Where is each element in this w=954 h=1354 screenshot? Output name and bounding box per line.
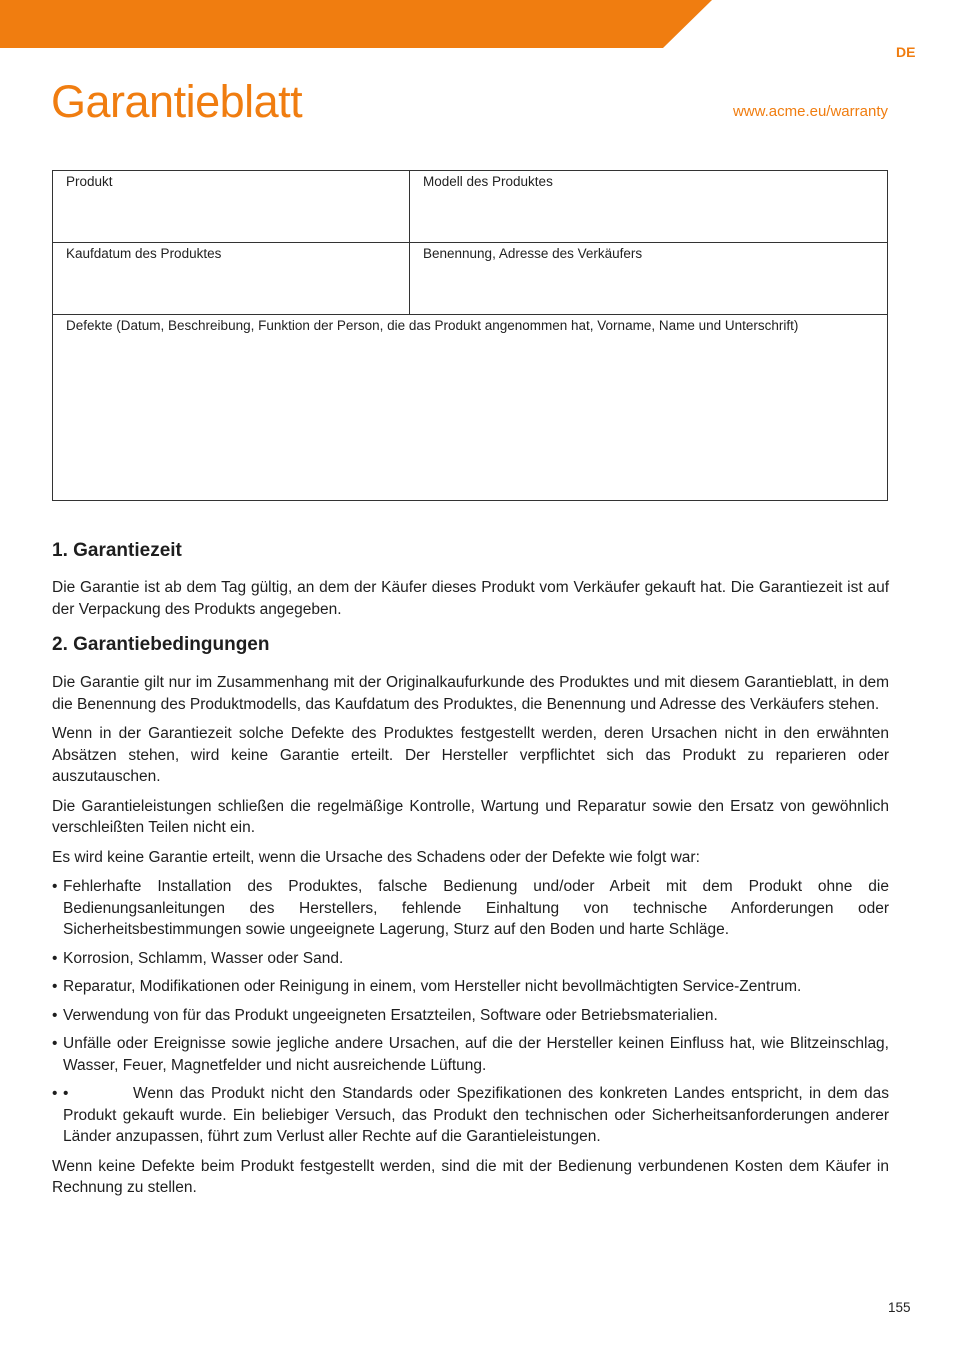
defects-field-label: Defekte (Datum, Beschreibung, Funktion der Person, die das Produkt angenommen hat, Vorname, Name und Unterschrift)	[66, 318, 799, 333]
bullet-icon: •	[63, 1085, 69, 1102]
seller-field-label: Benennung, Adresse des Verkäufers	[423, 246, 643, 261]
purchase-date-field-label: Kaufdatum des Produktes	[66, 246, 222, 261]
product-field[interactable]	[53, 171, 410, 243]
language-code: DE	[896, 44, 916, 60]
list-item	[52, 1083, 889, 1148]
list-item-text: Fehlerhafte Installation des Produktes, falsche Bedienung und/oder Arbeit mit dem Produkt ohne die Bedienungsanleitungen des Herstellers, fehlende Einhaltung von technische Anforderungen oder Sicherheitsbestimmungen sowie ungeeignete Lagerung, Sturz auf den Boden und harte Schläge.	[63, 878, 889, 938]
bullet-icon: •	[52, 1035, 58, 1052]
conditions-paragraph: Wenn in der Garantiezeit solche Defekte des Produktes festgestellt werden, deren Ursachen nicht in den erwähnten Absätzen stehen, wird keine Garantie erteilt. Der Hersteller verpflichtet sich das Produkt zu reparieren oder auszutauschen.	[52, 725, 889, 785]
bullet-icon: •	[52, 949, 58, 967]
warranty-text	[52, 540, 889, 1207]
list-item-text: Verwendung von für das Produkt ungeeigneten Ersatzteilen, Software oder Betriebsmaterialien.	[63, 1006, 718, 1024]
conditions-paragraph: Es wird keine Garantie erteilt, wenn die Ursache des Schadens oder der Defekte wie folgt war:	[52, 848, 700, 866]
period-paragraph: Die Garantie ist ab dem Tag gültig, an dem der Käufer dieses Produkt vom Verkäufer gekauft hat. Die Garantiezeit ist auf der Verpackung des Produkts angegeben.	[52, 579, 889, 618]
list-item	[52, 976, 889, 998]
section-heading-conditions: 2. Garantiebedingungen	[52, 634, 270, 655]
bullet-icon: •	[52, 878, 58, 895]
list-item	[52, 1005, 889, 1027]
warranty-url-link[interactable]: www.acme.eu/warranty	[732, 103, 888, 120]
list-item-text: Korrosion, Schlamm, Wasser oder Sand.	[63, 949, 344, 967]
model-field[interactable]	[410, 171, 888, 243]
list-item-text: Reparatur, Modifikationen oder Reinigung in einem, vom Hersteller nicht bevollmächtigten Service-Zentrum.	[63, 978, 802, 995]
model-field-label: Modell des Produktes	[423, 174, 553, 189]
header-banner	[0, 0, 954, 50]
closing-paragraph: Wenn keine Defekte beim Produkt festgestellt werden, sind die mit der Bedienung verbundenen Kosten dem Käufer in Rechnung zu stellen.	[52, 1157, 889, 1196]
section-heading-period: 1. Garantiezeit	[52, 540, 182, 561]
page-title: Garantieblatt	[51, 76, 303, 127]
defects-field[interactable]	[53, 315, 888, 501]
bullet-icon: •	[52, 1085, 58, 1102]
seller-field[interactable]	[410, 243, 888, 315]
product-field-label: Produkt	[66, 174, 113, 189]
exclusion-list	[52, 876, 889, 1148]
list-item	[52, 1033, 889, 1076]
list-item	[52, 948, 889, 970]
conditions-paragraph: Die Garantieleistungen schließen die regelmäßige Kontrolle, Wartung und Reparatur sowie den Ersatz von gewöhnlich verschleißten Teilen nicht ein.	[52, 797, 889, 836]
conditions-paragraph: Die Garantie gilt nur im Zusammenhang mit der Originalkaufurkunde des Produktes und mit diesem Garantieblatt, in dem die Benennung des Produktmodells, das Kaufdatum des Produktes, die Benennung und Adresse des Verkäufers stehen.	[52, 674, 889, 713]
page-number: 155	[888, 1300, 911, 1315]
warranty-form-table	[52, 170, 888, 501]
bullet-icon: •	[52, 1006, 58, 1024]
bullet-icon: •	[52, 978, 58, 995]
list-item	[52, 876, 889, 941]
list-item-text: Unfälle oder Ereignisse sowie jegliche andere Ursachen, auf die der Hersteller keinen Einfluss hat, wie Blitzeinschlag, Wasser, Feuer, Magnetfelder und nicht ausreichende Lüftung.	[63, 1035, 889, 1074]
purchase-date-field[interactable]	[53, 243, 410, 315]
list-item-text: Wenn das Produkt nicht den Standards oder Spezifikationen des konkreten Landes entspricht, in dem das Produkt gekauft wurde. Ein beliebiger Versuch, das Produkt den technischen oder Sicherheitsanforderungen anderer Länder anzupassen, führt zum Verlust aller Rechte auf die Garantieleistungen.	[63, 1085, 889, 1145]
